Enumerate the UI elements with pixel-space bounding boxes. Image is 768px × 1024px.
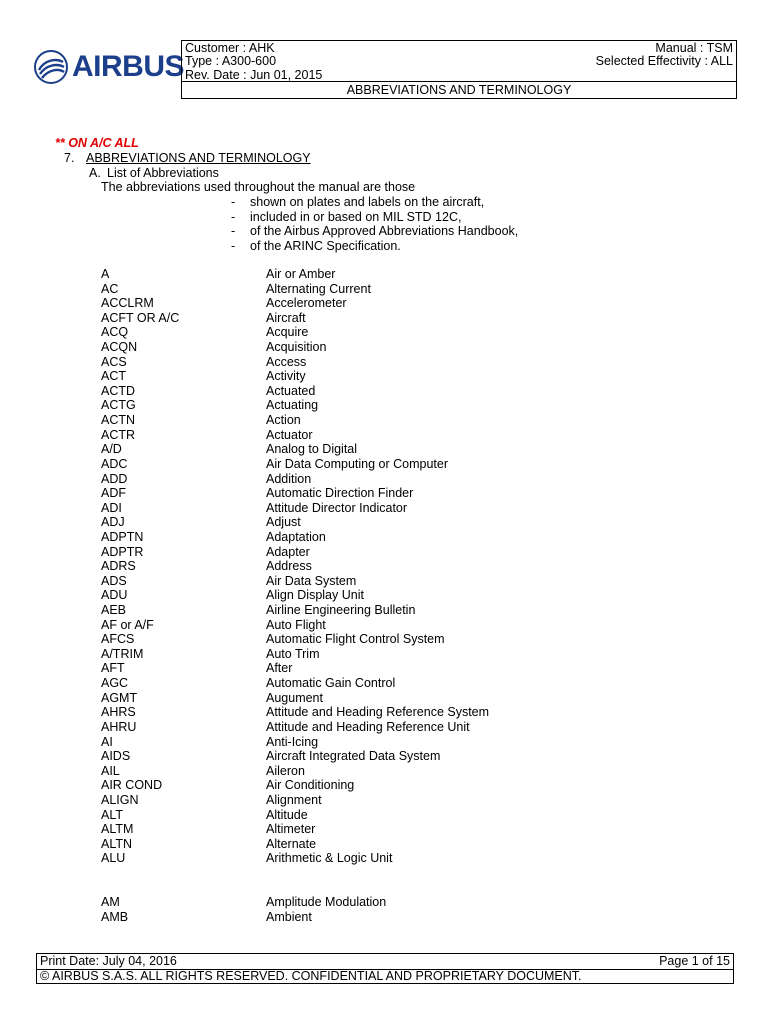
bullet-text: of the ARINC Specification. [250, 238, 401, 253]
abbreviation-code: AIDS [101, 749, 131, 764]
abbreviation-row [101, 603, 489, 618]
abbreviation-meaning: Activity [266, 369, 306, 384]
abbreviation-meaning: Ambient [266, 909, 312, 924]
list-item: - included in or based on MIL STD 12C, [231, 209, 462, 224]
abbreviation-meaning: Actuating [266, 398, 319, 413]
abbreviation-meaning: Air or Amber [266, 267, 336, 281]
abbreviation-row [101, 618, 489, 633]
abbreviation-meaning: Alternate [266, 836, 317, 851]
bullet-text: of the Airbus Approved Abbreviations Handbook, [250, 224, 519, 239]
abbreviation-row [101, 676, 489, 691]
abbreviation-row [101, 530, 489, 545]
abbreviation-meaning: Actuator [266, 427, 313, 442]
abbreviation-meaning: Adjust [266, 515, 301, 530]
abbreviation-row [101, 851, 489, 866]
bullet-text: shown on plates and labels on the aircraft, [250, 195, 485, 209]
subsection-letter: A. [89, 166, 101, 180]
abbreviation-meaning: Auto Trim [266, 646, 320, 661]
logo-text: AIRBUS [72, 50, 185, 83]
abbreviation-row [101, 515, 489, 530]
abbreviation-code: ACTR [101, 427, 136, 442]
abbreviation-code: ADRS [101, 559, 136, 574]
abbreviation-row [101, 442, 489, 457]
document-header [181, 40, 737, 99]
abbreviation-meaning: Auto Flight [266, 617, 326, 632]
abbreviation-code: ACFT OR A/C [101, 310, 180, 325]
list-item: - of the ARINC Specification. [231, 238, 401, 253]
abbreviation-meaning: Acquire [266, 325, 309, 340]
abbreviation-meaning: Anti-Icing [266, 734, 319, 749]
abbreviation-meaning: Augument [266, 690, 323, 705]
abbreviation-row [101, 340, 489, 355]
abbreviation-code: AM [101, 895, 120, 910]
abbreviation-row [101, 735, 489, 750]
bullet-text: included in or based on MIL STD 12C, [250, 209, 462, 224]
abbreviation-code: A/TRIM [101, 646, 144, 661]
abbreviation-meaning: Altitude [266, 807, 308, 822]
rev-date-label: Rev. Date : Jun 01, 2015 [185, 68, 323, 82]
abbreviation-code: ACTN [101, 413, 136, 428]
abbreviation-meaning: Automatic Direction Finder [266, 486, 414, 501]
airbus-swirl-icon [34, 50, 68, 84]
abbreviation-meaning: Adapter [266, 544, 310, 559]
abbreviation-meaning: Automatic Gain Control [266, 676, 396, 691]
abbreviation-list [101, 267, 489, 924]
abbreviation-code: ALU [101, 851, 126, 866]
abbreviation-row [101, 574, 489, 589]
abbreviation-meaning: Aircraft [266, 310, 306, 325]
abbreviation-meaning: Attitude and Heading Reference Unit [266, 719, 470, 734]
abbreviation-code: ADI [101, 500, 122, 515]
abbreviation-code: ALIGN [101, 792, 139, 807]
copyright-notice: © AIRBUS S.A.S. ALL RIGHTS RESERVED. CONFIDENTIAL AND PROPRIETARY DOCUMENT. [40, 969, 582, 983]
abbreviation-row [101, 764, 489, 779]
abbreviation-code: ADC [101, 456, 128, 471]
abbreviation-code: ADU [101, 588, 128, 603]
abbreviation-meaning: Aileron [266, 763, 305, 778]
abbreviation-meaning: Attitude Director Indicator [266, 500, 408, 515]
abbreviation-code: AI [101, 734, 113, 749]
abbreviation-meaning: Alignment [266, 792, 322, 807]
subsection-title: List of Abbreviations [107, 166, 219, 180]
abbreviation-code: ACTD [101, 383, 136, 398]
abbreviation-row [101, 749, 489, 764]
abbreviation-code: ALT [101, 807, 123, 822]
abbreviation-row [101, 778, 489, 793]
abbreviation-code: ADS [101, 573, 127, 588]
abbreviation-code: AFCS [101, 632, 135, 647]
abbreviation-meaning: Airline Engineering Bulletin [266, 603, 416, 618]
page-number: Page 1 of 15 [659, 954, 730, 968]
type-label: Type : A300-600 [185, 54, 277, 68]
abbreviation-row [101, 545, 489, 560]
abbreviation-row [101, 808, 489, 823]
section-number: 7. [64, 151, 75, 165]
effectivity-label: Selected Effectivity : ALL [595, 54, 733, 68]
abbreviation-row [101, 720, 489, 735]
airbus-logo [34, 50, 184, 84]
abbreviation-row [101, 837, 489, 852]
abbreviation-code: AIL [101, 763, 120, 778]
abbreviation-meaning: Adaptation [266, 529, 326, 544]
abbreviation-meaning: Action [266, 413, 301, 428]
bullet-list [231, 195, 518, 253]
abbreviation-row [101, 282, 489, 297]
abbreviation-code: ADPTN [101, 529, 144, 544]
list-item: - shown on plates and labels on the aircraft, [231, 195, 485, 209]
abbreviation-meaning: Attitude and Heading Reference System [266, 705, 490, 720]
abbreviation-code: ALTM [101, 822, 134, 837]
header-title: ABBREVIATIONS AND TERMINOLOGY [346, 83, 572, 97]
abbreviation-row [101, 632, 489, 647]
abbreviation-meaning: Air Data System [266, 573, 357, 588]
abbreviation-code: ADPTR [101, 544, 144, 559]
header-row-2 [185, 54, 733, 69]
abbreviation-code: ADD [101, 471, 128, 486]
abbreviation-meaning: Air Conditioning [266, 778, 355, 793]
abbreviation-code: AHRS [101, 705, 136, 720]
abbreviation-row [101, 428, 489, 443]
abbreviation-row [101, 413, 489, 428]
abbreviation-code: AF or A/F [101, 617, 154, 632]
abbreviation-meaning: Align Display Unit [266, 588, 364, 603]
abbreviation-code: AIR COND [101, 778, 163, 793]
abbreviation-meaning: Amplitude Modulation [266, 895, 387, 910]
header-divider [182, 81, 736, 82]
abbreviation-code: ADF [101, 486, 126, 501]
abbreviation-meaning: Alternating Current [266, 281, 371, 296]
abbreviation-meaning: Actuated [266, 383, 316, 398]
abbreviation-row [101, 910, 489, 925]
abbreviation-row [101, 647, 489, 662]
abbreviation-meaning: Access [266, 354, 307, 369]
abbreviation-row [101, 398, 489, 413]
abbreviation-meaning: After [266, 661, 293, 676]
abbreviation-meaning: Automatic Flight Control System [266, 632, 445, 647]
abbreviation-code: AGC [101, 676, 129, 691]
section-title: ABBREVIATIONS AND TERMINOLOGY [86, 151, 311, 165]
print-date: Print Date: July 04, 2016 [40, 954, 177, 968]
abbreviation-meaning: Analog to Digital [266, 442, 358, 457]
abbreviation-meaning: Altimeter [266, 822, 316, 837]
abbreviation-meaning: Addition [266, 471, 312, 486]
abbreviation-code: ACTG [101, 398, 136, 413]
abbreviation-meaning: Arithmetic & Logic Unit [266, 851, 393, 866]
abbreviation-code: AFT [101, 661, 125, 676]
abbreviation-code: A [101, 267, 110, 281]
footer-row-1 [40, 954, 730, 969]
section-heading [64, 151, 311, 165]
abbreviation-row [101, 705, 489, 720]
abbreviation-code: AMB [101, 909, 129, 924]
abbreviation-row [101, 486, 489, 501]
abbreviation-code: AEB [101, 603, 127, 618]
abbreviation-row [101, 296, 489, 311]
abbreviation-meaning: Address [266, 559, 312, 574]
abbreviation-row [101, 588, 489, 603]
abbreviation-meaning: Accelerometer [266, 296, 347, 311]
abbreviation-row [101, 267, 489, 282]
abbreviation-code: AHRU [101, 719, 137, 734]
abbreviation-row [101, 895, 489, 910]
abbreviation-row [101, 355, 489, 370]
abbreviation-meaning: Air Data Computing or Computer [266, 456, 449, 471]
effectivity-note: ** ON A/C ALL [55, 136, 139, 150]
intro-text: The abbreviations used throughout the manual are those [101, 180, 416, 194]
abbreviation-meaning: Acquisition [266, 340, 327, 355]
abbreviation-code: ACS [101, 354, 127, 369]
abbreviation-row [101, 369, 489, 384]
abbreviation-row [101, 661, 489, 676]
abbreviation-code: AC [101, 281, 119, 296]
abbreviation-row [101, 822, 489, 837]
abbreviation-code: ADJ [101, 515, 125, 530]
abbreviation-row [101, 472, 489, 487]
abbreviation-row [101, 311, 489, 326]
list-spacer [101, 866, 489, 895]
abbreviation-meaning: Aircraft Integrated Data System [266, 749, 441, 764]
abbreviation-row [101, 691, 489, 706]
abbreviation-code: ALTN [101, 836, 133, 851]
abbreviation-row [101, 384, 489, 399]
document-footer [36, 953, 734, 984]
abbreviation-code: ACQ [101, 325, 129, 340]
list-item: - of the Airbus Approved Abbreviations Handbook, [231, 224, 519, 239]
abbreviation-row [101, 501, 489, 516]
abbreviation-row [101, 325, 489, 340]
abbreviation-row [101, 457, 489, 472]
abbreviation-row [101, 793, 489, 808]
abbreviation-code: ACCLRM [101, 296, 154, 311]
subsection-heading [89, 166, 219, 180]
abbreviation-code: ACQN [101, 340, 138, 355]
manual-label: Manual : TSM [655, 41, 733, 55]
abbreviation-code: AGMT [101, 690, 138, 705]
customer-label: Customer : AHK [185, 41, 275, 55]
abbreviation-row [101, 559, 489, 574]
abbreviation-code: ACT [101, 369, 126, 384]
abbreviation-code: A/D [101, 442, 122, 457]
